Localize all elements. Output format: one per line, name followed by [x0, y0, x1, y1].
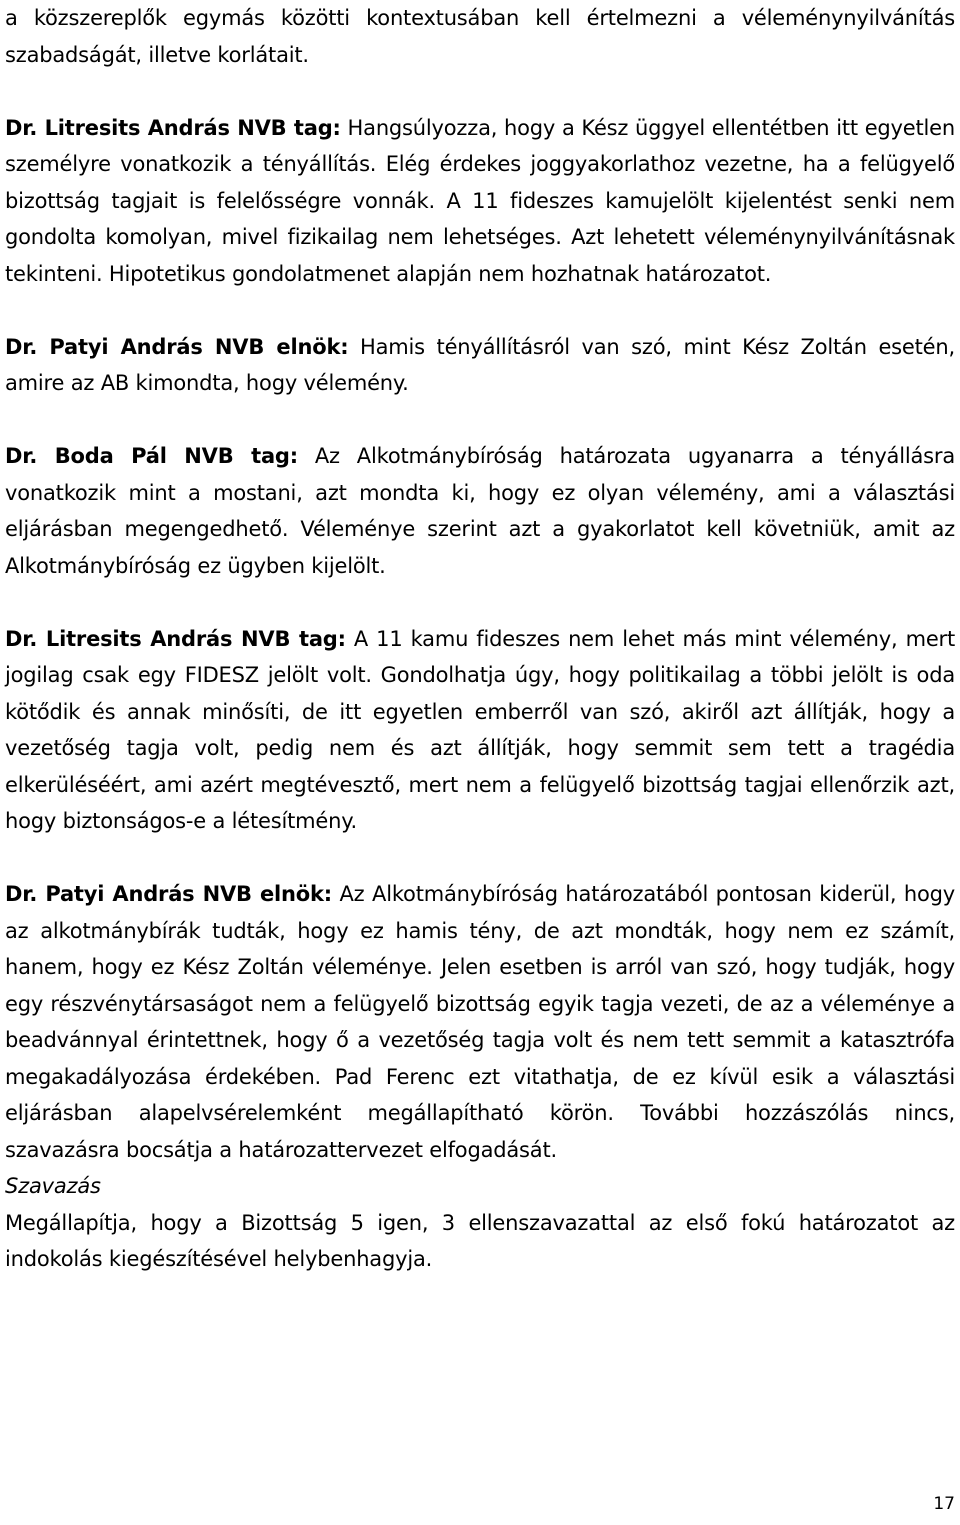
speaker-name: Dr. Litresits András NVB tag:: [5, 626, 346, 651]
document-page: [5, 0, 955, 1278]
paragraph-text: a közszereplők egymás közötti kontextusában kell értelmezni a véleménynyilvánítás szabadságát, illetve korlátait.: [5, 6, 955, 67]
paragraph-text: Hamis tényállításról van szó, mint Kész Zoltán esetén, amire az AB kimondta, hogy vélemény.: [5, 334, 955, 395]
paragraph-text: Az Alkotmánybíróság határozatából pontosan kiderül, hogy az alkotmánybírák tudták, hogy ez hamis tény, de azt mondták, hogy nem ez számít, hanem, hogy ez Kész Zoltán véleménye. Jelen esetben is arról van szó, hogy tudják, hogy egy részvénytársaságot nem a felügyelő bizottság egyik tagja vezeti, de az a véleménye a beadvánnyal érintettnek, hogy ő a vezetőség tagja volt és nem tett semmit a katasztrófa megakadályozása érdekében. Pad Ferenc ezt vitathatja, de ez kívül esik a választási eljárásban alapelvsérelemként megállapítható körön. További hozzászólás nincs, szavazásra bocsátja a határozattervezet elfogadását.: [5, 882, 955, 1162]
vote-result: Megállapítja, hogy a Bizottság 5 igen, 3 ellenszavazattal az első fokú határozatot az indokolás kiegészítésével helybenhagyja.: [5, 1210, 955, 1271]
speaker-name: Dr. Patyi András NVB elnök:: [5, 334, 349, 359]
speaker-name: Dr. Litresits András NVB tag:: [5, 115, 341, 140]
speaker-name: Dr. Patyi András NVB elnök:: [5, 882, 332, 906]
paragraph-litresits-2: [5, 621, 955, 840]
paragraph-litresits-1: [5, 110, 955, 293]
paragraph-text: Az Alkotmánybíróság határozata ugyanarra a tényállásra vonatkozik mint a mostani, azt mondta ki, hogy ez olyan vélemény, ami a választási eljárásban megengedhető. Véleménye szerint azt a gyakorlatot kell követniük, amit az Alkotmánybíróság ez ügyben kijelölt.: [5, 444, 955, 578]
paragraph-text: Hangsúlyozza, hogy a Kész üggyel ellentétben itt egyetlen személyre vonatkozik a tényállítás. Elég érdekes joggyakorlathoz vezetne, ha a felügyelő bizottság tagjait is felelősségre vonnák. A 11 fideszes kamujelölt kijelentést senki nem gondolta komolyan, mivel fizikailag nem lehetséges. Azt lehetett véleménynyilvánításnak tekinteni. Hipotetikus gondolatmenet alapján nem hozhatnak határozatot.: [5, 115, 955, 286]
page-number: 17: [933, 1494, 955, 1514]
vote-heading: Szavazás: [5, 1174, 101, 1198]
paragraph-boda: [5, 438, 955, 584]
paragraph-text: A 11 kamu fideszes nem lehet más mint vélemény, mert jogilag csak egy FIDESZ jelölt volt. Gondolhatja úgy, hogy politikailag a többi jelölt is oda kötődik és annak minősíti, de itt egyetlen emberről van szó, akiről azt állítják, hogy a vezetőség tagja volt, pedig nem és azt állítják, hogy semmit sem tett a tragédia elkerüléséért, ami azért megtévesztő, mert nem a felügyelő bizottság tagjai ellenőrzik azt, hogy biztonságos-e a létesítmény.: [5, 626, 956, 833]
speaker-name: Dr. Boda Pál NVB tag:: [5, 444, 298, 468]
paragraph-patyi-2: [5, 876, 955, 1168]
paragraph-patyi-1: [5, 329, 955, 402]
paragraph-intro: [5, 0, 955, 73]
